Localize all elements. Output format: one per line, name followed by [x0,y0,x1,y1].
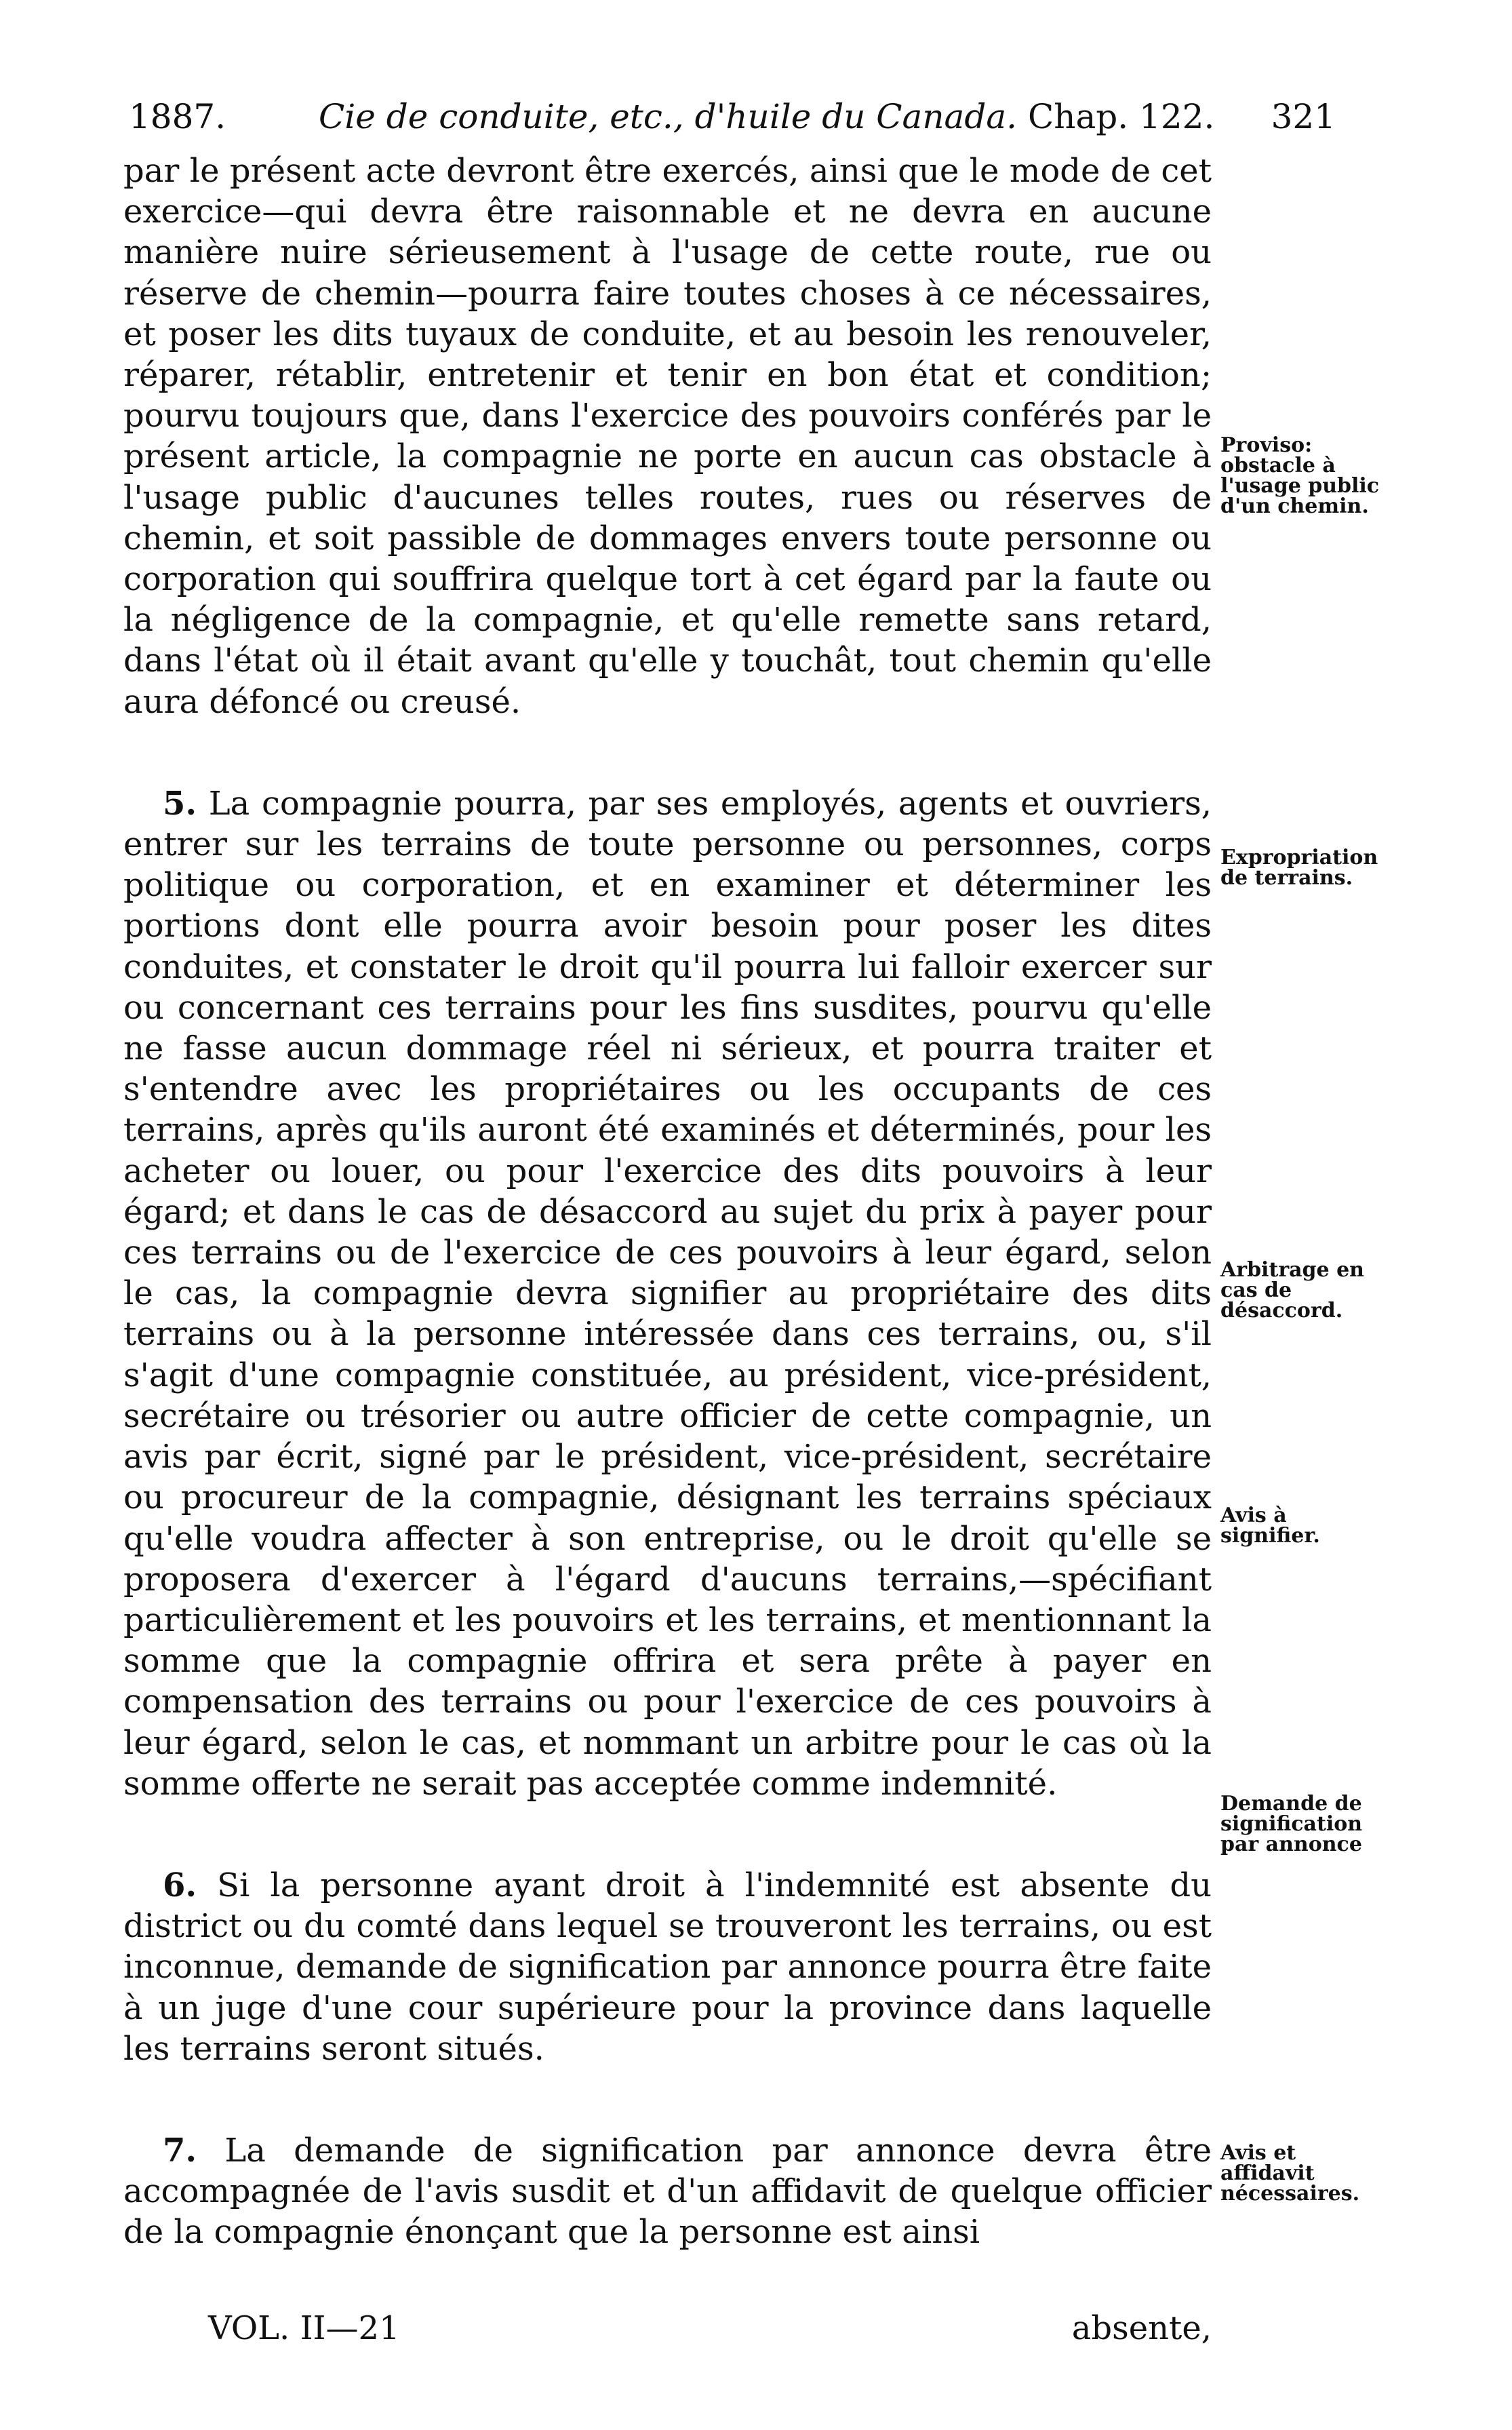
paragraph-gap [123,1804,1212,1865]
section-6 [123,1865,1212,2069]
header-chapter: Chap. 122. [1027,97,1215,136]
running-header [129,90,1336,144]
margin-note-arbitrage: Arbitrage en cas de désaccord. [1220,1258,1364,1322]
section-text: La demande de signification par annonce devra être accompagnée de l'avis susdit et d'un affidavit de quelque officier de la compagnie énonçant que la personne est ainsi [123,2131,1212,2252]
signature-mark: VOL. II—21 [208,2309,400,2347]
margin-note-avis: Avis à signifier. [1220,1504,1320,1548]
section-5 [123,783,1212,1804]
margin-note-expropriation: Expropriation de terrains. [1220,846,1378,890]
header-running-title [319,90,1214,144]
statute-text [123,151,1212,2253]
paragraph-gap [123,722,1212,783]
margin-note-demande: Demande de signification par annonce [1220,1792,1363,1856]
paragraph-gap [123,2069,1212,2130]
header-title-text: Cie de conduite, etc., d'huile du Canada. [319,97,1018,136]
margin-note-affidavit: Avis et affidavit nécessaires. [1220,2141,1360,2206]
page-number: 321 [1271,97,1336,136]
margin-note-proviso: Proviso: obstacle à l'usage public d'un chemin. [1220,433,1380,518]
section-number: 5. [163,784,197,823]
catchword: absente, [1071,2309,1212,2347]
section-text: La compagnie pourra, par ses employés, agents et ouvriers, entrer sur les terrains de toute personne ou personnes, corps politique ou corporation, et en examiner et déterminer les portions dont elle pourra avoir besoin pour poser les dites conduites, et constater le droit qu'il pourra lui falloir exercer sur ou concernant ces terrains pour les fins susdites, pourvu qu'elle ne fasse aucun dommage réel ni sérieux, et pourra traiter et s'entendre avec les propriétaires ou les occupants de ces terrains, après qu'ils auront été examinés et déterminés, pour les acheter ou louer, ou pour l'exercice des dits pouvoirs à leur égard; et dans le cas de désaccord au sujet du prix à payer pour ces terrains ou de l'exercice de ces pouvoirs à leur égard, selon le cas, la compagnie devra signifier au propriétaire des dits terrains ou à la personne intéressée dans ces terrains, ou, s'il s'agit d'une compagnie constituée, au président, vice-président, secrétaire ou trésorier ou autre officier de cette compagnie, un avis par écrit, signé par le président, vice-président, secrétaire ou procureur de la compagnie, désignant les terrains spéciaux qu'elle voudra affecter à son entreprise, ou le droit qu'elle se proposera d'exercer à l'égard d'aucuns terrains,—spécifiant particulièrement et les pouvoirs et les terrains, et mentionnant la somme que la compagnie offrira et sera prête à payer en compensation des terrains ou pour l'exercice de ces pouvoirs à leur égard, selon le cas, et nommant un arbitre pour le cas où la somme offerte ne serait pas acceptée comme indemnité. [123,784,1212,1803]
header-year: 1887. [129,97,226,136]
paragraph-continued: par le présent acte devront être exercés, ainsi que le mode de cet exercice—qui devra être raisonnable et ne devra en aucune manière nuire sérieusement à l'usage de cette route, rue ou réserve de chemin—pourra faire toutes choses à ce nécessaires, et poser les dits tuyaux de conduite, et au besoin les renouveler, réparer, rétablir, entretenir et tenir en bon état et condition; pourvu toujours que, dans l'exercice des pouvoirs conférés par le présent article, la compagnie ne porte en aucun cas obstacle à l'usage public d'aucunes telles routes, rues ou réserves de chemin, et soit passible de dommages envers toute personne ou corporation qui souffrira quelque tort à cet égard par la faute ou la négligence de la compagnie, et qu'elle remette sans retard, dans l'état où il était avant qu'elle y touchât, tout chemin qu'elle aura défoncé ou creusé. [123,152,1212,721]
section-text: Si la personne ayant droit à l'indemnité est absente du district ou du comté dans lequel se trouveront les terrains, ou est inconnue, demande de signification par annonce pourra être faite à un juge d'une cour supérieure pour la province dans laquelle les terrains seront situés. [123,1866,1212,2068]
section-number: 7. [163,2131,197,2170]
page-footer [123,2305,1212,2352]
section-number: 6. [163,1866,197,1904]
section-7 [123,2130,1212,2253]
